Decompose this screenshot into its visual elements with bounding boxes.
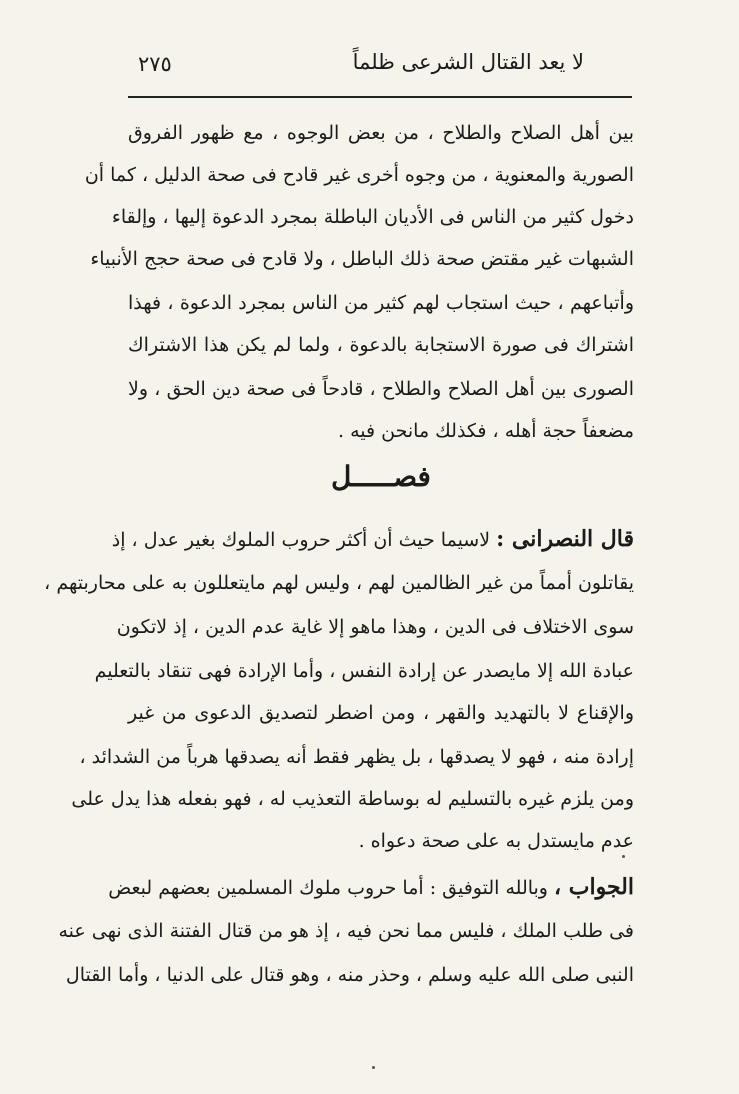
- page-number: ٢٧٥: [138, 52, 172, 76]
- text-line: عبادة الله إلا مايصدر عن إرادة النفس ، وأما الإرادة فهى تنقاد بالتعليم: [94, 660, 634, 682]
- text-line: إرادة منه ، فهو لا يصدقها ، بل يظهر فقط أنه يصدقها هرباً من الشدائد ،: [79, 746, 634, 768]
- text-line: عدم مايستدل به على صحة دعواه .: [358, 830, 634, 852]
- text-line: [108, 866, 634, 908]
- running-title: لا يعد القتال الشرعى ظلماً: [352, 50, 584, 74]
- text-line: النبى صلى الله عليه وسلم ، وحذر منه ، وهو قتال على الدنيا ، وأما القتال: [65, 964, 634, 986]
- text-line: مضعفاً حجة أهله ، فكذلك مانحن فيه .: [338, 420, 634, 442]
- text-line: [111, 518, 634, 560]
- text-line: الصورية والمعنوية ، من وجوه أخرى غير قادح فى صحة الدليل ، كما أن: [84, 164, 634, 186]
- scan-speck: [372, 1066, 375, 1069]
- header-rule: [128, 96, 632, 98]
- paragraph-lead: قال النصرانى :: [496, 526, 634, 552]
- text-span: وبالله التوفيق : أما حروب ملوك المسلمين بعضهم لبعض: [108, 877, 548, 899]
- text-line: الصورى بين أهل الصلاح والطلاح ، قادحاً فى صحة دين الحق ، ولا: [128, 378, 634, 400]
- section-heading: فصـــــل: [331, 460, 431, 493]
- text-line: يقاتلون أمماً من غير الظالمين لهم ، وليس لهم مايتعللون به على محاربتهم ،: [44, 572, 634, 594]
- text-line: دخول كثير من الناس فى الأديان الباطلة بمجرد الدعوة إليها ، وإلقاء: [111, 206, 634, 228]
- page-header: [128, 44, 632, 92]
- text-line: اشتراك فى صورة الاستجابة بالدعوة ، ولما لم يكن هذا الاشتراك: [128, 334, 634, 356]
- paragraph-lead: الجواب ،: [554, 874, 634, 900]
- text-line: ومن يلزم غيره بالتسليم له بوساطة التعذيب له ، فهو بفعله هذا يدل على: [71, 788, 634, 810]
- text-line: فى طلب الملك ، فليس مما نحن فيه ، إذ هو من قتال الفتنة الذى نهى عنه: [58, 920, 634, 942]
- text-line: سوى الاختلاف فى الدين ، وهذا ماهو إلا غاية عدم الدين ، إذ لاتكون: [116, 616, 634, 638]
- text-line: بين أهل الصلاح والطلاح ، من بعض الوجوه ، مع ظهور الفروق: [128, 122, 634, 144]
- scan-speck: [622, 855, 625, 858]
- text-line: والإقناع لا بالتهديد والقهر ، ومن اضطر لتصديق الدعوى من غير: [128, 702, 634, 724]
- text-line: الشبهات غير مقتض صحة ذلك الباطل ، ولا قادح فى صحة حجج الأنبياء: [90, 248, 634, 270]
- text-line: وأتباعهم ، حيث استجاب لهم كثير من الناس بمجرد الدعوة ، فهذا: [128, 292, 634, 314]
- text-span: لاسيما حيث أن أكثر حروب الملوك بغير عدل ، إذ: [111, 529, 491, 551]
